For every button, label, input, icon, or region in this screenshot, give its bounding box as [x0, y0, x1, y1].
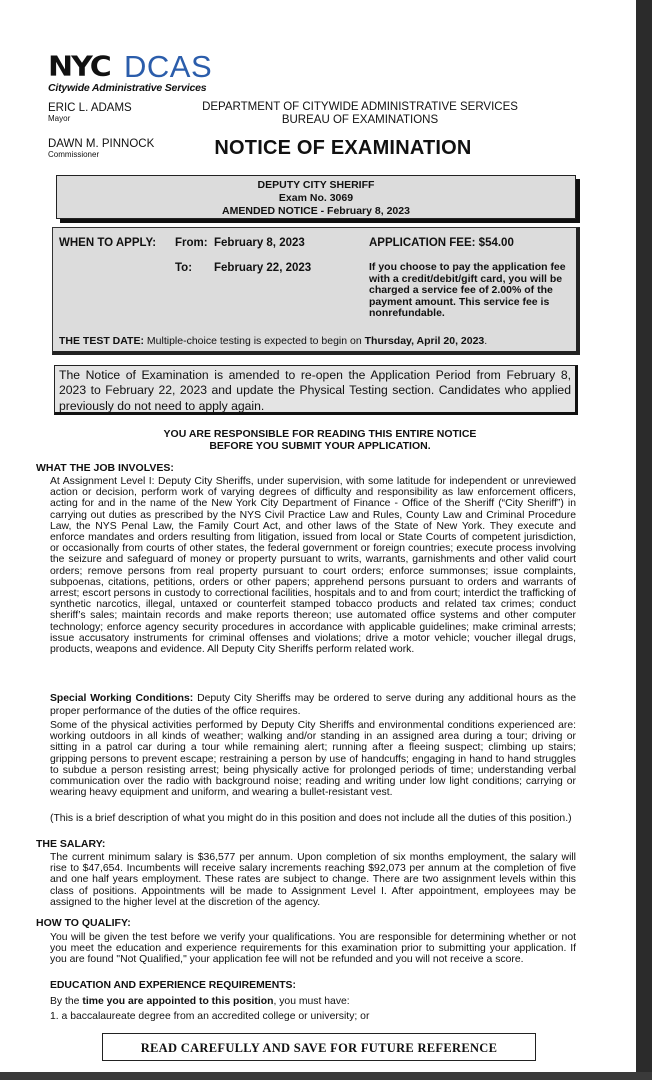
requirement-item-1: 1. a baccalaureate degree from an accredited college or university; or	[50, 1011, 370, 1022]
qualify-text: You will be given the test before we verify your qualifications. You are responsible for determining whether or not you meet the education and experience requirements for this examination prior to submitting your application. If you are found "Not Qualified," your application fee will not be refunded and you will not receive a score.	[50, 932, 576, 966]
test-date-period: .	[484, 335, 488, 347]
page-title: NOTICE OF EXAMINATION	[214, 137, 472, 159]
logo-subtitle: Citywide Administrative Services	[48, 82, 207, 94]
department-name: DEPARTMENT OF CITYWIDE ADMINISTRATIVE SERVICES	[202, 101, 518, 113]
to-date: February 22, 2023	[214, 262, 312, 274]
amended-date: AMENDED NOTICE - February 8, 2023	[222, 205, 410, 217]
special-conditions-text: Deputy City Sheriffs may be ordered to serve during any additional hours as the proper performance of the duties of the office requires.	[50, 693, 577, 717]
dcas-logo: DCAS	[124, 49, 213, 84]
exam-title-box	[56, 175, 576, 219]
special-conditions	[50, 692, 576, 718]
brief-description-note: (This is a brief description of what you might do in this position and does not include all the duties of this position.)	[50, 813, 572, 824]
test-date-text: Multiple-choice testing is expected to begin on	[146, 335, 362, 347]
nyc-logo: NYC	[48, 50, 110, 83]
mayor-block	[48, 102, 132, 124]
responsibility-line-1: YOU ARE RESPONSIBLE FOR READING THIS ENTIRE NOTICE	[163, 428, 477, 440]
when-to-apply-label: WHEN TO APPLY:	[59, 237, 157, 249]
application-fee: APPLICATION FEE: $54.00	[369, 237, 514, 249]
to-label: To:	[175, 262, 193, 274]
from-date: February 8, 2023	[214, 237, 305, 249]
fee-note: If you choose to pay the application fee with a credit/debit/gift card, you will be charged a service fee of 2.00% of the payment amount. This service fee is nonrefundable.	[369, 261, 566, 319]
page-bottom-edge	[0, 1072, 652, 1080]
by-end-text: , you must have:	[273, 996, 350, 1007]
qualify-heading: HOW TO QUALIFY:	[36, 917, 131, 929]
job-description: At Assignment Level I: Deputy City Sheriffs, under supervision, with some latitude for independent or unreviewed action or decision, perform work of varying degrees of difficulty and responsibility as law enforcement officers, acting for and in the name of the New York City Department of Finance - Office of the Sheriff (“City Sheriff”) in carrying out duties as prescribed by the NYS Civil Practice Law and Rules, County Law and Criminal Procedure Law, the NYS Penal Law, the Family Court Act, and other laws of the State of New York. They execute and enforce mandates and orders resulting from litigation, issued from local or State Courts of competent jurisdiction, or occasionally from courts of other states, the federal government or foreign countries; execute process involving the seizure and safeguard of money or property pursuant to writs, warrants, garnishments and other valid court orders; remove persons from real property pursuant to court orders; enforce summonses; issue complaints, subpoenas, citations, petitions, orders or other papers; apprehend persons pursuant to orders and warrants of arrest; escort persons in custody to correctional facilities, hospitals and to and from court; interdict the trafficking of synthetic narcotics, illegal, untaxed or counterfeit stamped tobacco products and related tax crimes; conduct sheriff’s sales; maintain records and make reports thereon; use automated office systems and other computer technology; enforce agency security procedures in accordance with applicable guidelines; make criminal arrests; issue accusatory instruments for criminal offenses and violations; drive a motor vehicle; voucher illegal drugs, products, weapons and evidence. All Deputy City Sheriffs perform related work.	[50, 476, 576, 656]
test-date-value: Thursday, April 20, 2023	[364, 335, 485, 347]
responsibility-line-2: BEFORE YOU SUBMIT YOUR APPLICATION.	[209, 440, 431, 452]
bureau-name: BUREAU OF EXAMINATIONS	[281, 114, 439, 126]
exam-number: Exam No. 3069	[278, 192, 354, 204]
by-bold-text: time you are appointed to this position	[82, 996, 274, 1007]
from-label: From:	[175, 237, 208, 249]
footer-notice: READ CAREFULLY AND SAVE FOR FUTURE REFERENCE	[102, 1033, 536, 1061]
appointment-requirement	[50, 996, 576, 1007]
commissioner-name: DAWN M. PINNOCK	[48, 138, 155, 150]
salary-text: The current minimum salary is $36,577 per annum. Upon completion of six months employment, the salary will rise to $47,654. Incumbents will receive salary increments reaching $92,073 per annum at the completion of five and one half years employment. These rates are subject to change. There are two assignment levels within this class of positions. Appointments will be made to Assignment Level I. After appointment, employees may be assigned to the higher level at the discretion of the agency.	[50, 852, 576, 908]
department-heading	[160, 101, 560, 127]
job-heading: WHAT THE JOB INVOLVES:	[36, 462, 174, 474]
amendment-notice: The Notice of Examination is amended to re-open the Application Period from February 8, 2023 to February 22, 2023 and update the Physical Testing section. Candidates who applied previously do not need to apply again.	[54, 365, 578, 415]
commissioner-title: Commissioner	[48, 150, 100, 159]
by-text: By the	[50, 996, 80, 1007]
responsibility-notice	[120, 428, 520, 452]
page-right-edge	[636, 0, 652, 1080]
physical-activities: Some of the physical activities performed by Deputy City Sheriffs and environmental conditions experienced are: working outdoors in all kinds of weather; walking and/or standing in an assigned area during a tour; driving or sitting in a patrol car during a tour while remaining alert; running after a fleeing suspect; climbing up stairs; gripping persons to prevent escape; restraining a person by use of handcuffs; engaging in hand to hand struggles to subdue a person resisting arrest; being physically active for prolonged periods of time; understanding verbal communication over the radio with background noise; reading and writing under low light conditions; carrying or wearing heavy equipment and uniform, and wearing a bullet-resistant vest.	[50, 720, 576, 799]
application-info-box	[52, 227, 580, 355]
mayor-name: ERIC L. ADAMS	[48, 102, 132, 114]
special-conditions-label: Special Working Conditions:	[50, 693, 194, 704]
job-title: DEPUTY CITY SHERIFF	[257, 179, 375, 191]
mayor-title: Mayor	[48, 114, 71, 123]
education-heading: EDUCATION AND EXPERIENCE REQUIREMENTS:	[50, 980, 296, 991]
commissioner-block	[48, 138, 154, 160]
salary-heading: THE SALARY:	[36, 838, 106, 850]
test-date-line	[59, 335, 487, 348]
test-date-label: THE TEST DATE:	[59, 335, 144, 347]
